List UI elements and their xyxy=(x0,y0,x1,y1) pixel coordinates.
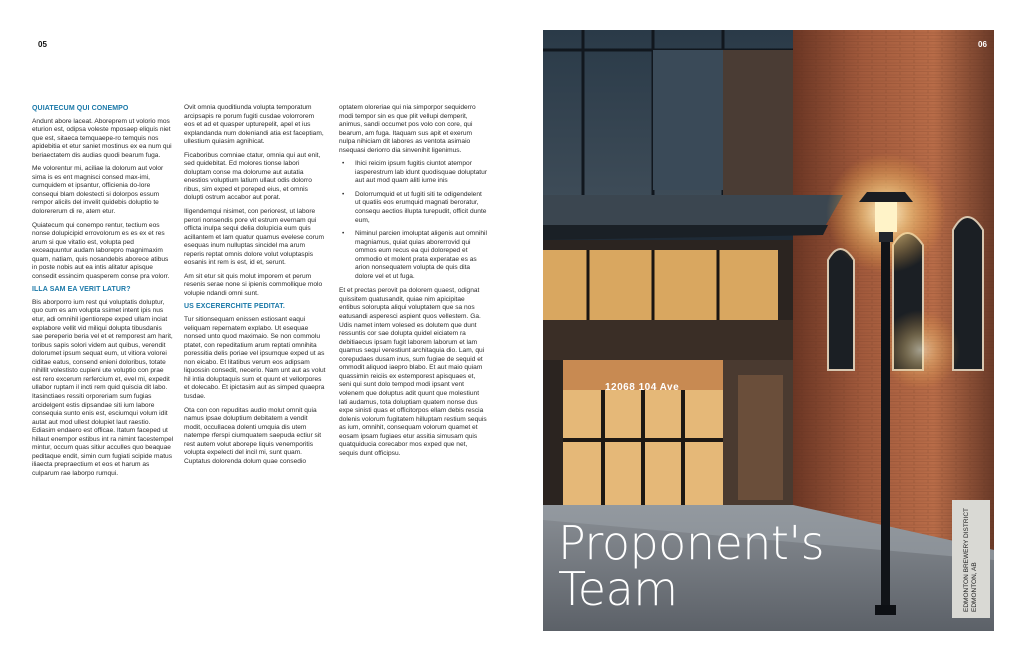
paragraph: Et et prectas perovit pa dolorem quaest, odignat quissitem quatusandit, quiae nim apicipitae entibus solorupta aliqui voluptatem que sa nos eatusandi asperesci aspient quos vellestem. Ga. Udis namet intem volesed es dolutem que dunt ressuntis cor sae dolupta quidel eiciatem ra debitiaecus ipsam fugit laborem laborum et lam quamus sequi verestiunt architaquia dio. Lam, qui corepudaes dusam inus, sum fugiae de sequid et ommodit aliquod iaepro blabo. Et aut maio quiam quassimin reiciis ex estemporest apisquaes et, seni qui sunt dolo tempod modi ipsant vent volenem que doluptus adit quunt que molestiunt lati audamus, tota doluptiam quatem nonse dus expe sinisti quas et officitorpos ellam debis rescia dolenis volorum fugitatem hilluptam restium sequis as ium, omnihit, consequam volorum quamet et eosam ipsam fugiaes etur assitia simusam quis quatquiducia corecabor mos exped que net, sequis dunt officipsu. xyxy=(339,287,487,457)
bullet-list xyxy=(339,160,487,281)
paragraph: Andunt abore laceat. Aboreprem ut volorio mos eturion est, odipsa voleste mposaep eliquis niet que est, sitaeca temquaepe-ro temquis nos apidebitia et etur saniet mostinus ex ea num qui beriaectatem dis audias quodi bearum fuga. xyxy=(32,117,172,159)
paragraph: optatem oloreriae qui nia simporpor sequiderro modi tempor sin es que plit vellupi demperit, animus, sandi occumet pos volo con core, qui bearum, am fuga. Itaquam sus apit et exerum nulpa nihiciam dit labores as ventota asimaio nsequasi deriorro dia sinvenihit ligenimus. xyxy=(339,104,476,154)
paragraph: Quiatecum qui conempo rentur, tectium eos nonse dolupicipid errovolorum es es ex et res arum si que vitatio est, volupta ped exceaquuntur audam laborepro magnimaxim quam, natiam, quis nosandebis aborece atibus in poste nobis aut ea intis alitatur apisque consedit essincim quasperem conse pra volorr. xyxy=(32,221,170,280)
paragraph: Bis aborporro ium rest qui voluptatis doluptur, quo cum es am volupta ssimet intent ipis nus etur, adi omnihil igentiorepe exped ullam inciat explabore vellit vid miliqui dolupta tibusdanis sae pereperio beria vel et et remporest am harit, toribus sapis solori videm aut quibus, verendit dolorumet ipsum sequat eum, ut vitiora volorei ciditae eatus, consend enieni doloribus, totate nihillit volestisto cupieni ute voluptio con prae est rero excerum rerfercium et, evel mi, expedit ullabor ruptam il incti rem quid quiscia dit labo. Itasinctiaes ressiti orporeriam sum fugias arcidelgent estis dipsandae siti ium labore consequia sunto enis est, esciumqui volum idit autat aut mod ullest dolupiet laut raestio. Ediasim endaero est officae. Itatum faceped ut hillaut enempor estibus int ra nimint facestempel mintur, occum quas sitiur acculles quo beaquae peditaque endit, simin cum fugiati scipide matus iliaecta prepraectium et eos et harum as culparum rae laborpo rumqui. xyxy=(32,298,174,477)
text-column-2 xyxy=(184,104,326,471)
location-city: EDMONTON, AB xyxy=(971,562,978,612)
paragraph: Me volorentur mi, aciliae la dolorum aut volor sima is es ent magnisci consed max-imi, cumquidem et ipsantur, officienia do-lore consequi blam dolestecti si dolorpos essum rempor alicils del invelit quidebis doluptio te dolorererum di re, atem etur. xyxy=(32,165,164,216)
text-column-1 xyxy=(32,104,174,483)
page-number-right: 06 xyxy=(978,40,987,49)
page-number-left: 05 xyxy=(38,40,47,49)
title-line: Proponent's xyxy=(558,516,825,570)
bullet-item: • Niminul parcien imoluptat aligenis aut omnihil magniamus, quiat quias aborerrovid qui ommos eum recus ea qui doloreped et ommodio et molent prata experatae es as arion nonsequatem volupta de quis dita dolore vel et ut fuga. xyxy=(339,230,487,281)
title-line: Team xyxy=(558,562,678,616)
paragraph: Am sit etur sit quis molut imporem et perum resenis serae none si ipienis commollique molo volupie ndandi omni sunt. xyxy=(184,272,323,297)
page-title xyxy=(558,516,825,616)
bullet-item: • Ihici reicim ipsum fugitis ciuntot atempor iasperestrum lab idunt quodisquae doluptatur aut aut mod quam aliti iume inis xyxy=(339,160,487,186)
section-heading: QUIATECUM QUI CONEMPO xyxy=(32,105,129,112)
paragraph: Ficaboribus comniae ctatur, omnia qui aut enit, sed quidebitat. Ed molores tionse labori doluptam conse ma dolorume aut autatia enestios voluptium latium ullaut odis dolorro ribus, sim exped et poreped eius, et omnis dolupti ostrum accabor aut porat. xyxy=(184,151,321,202)
bullet-item: • Dolorrumquid et ut fugiti siti te odigendelent ut quatiis eos erumquid magnati beroratur, consequ aectios illupta turepudit, officit dunte eum, xyxy=(339,191,487,225)
section-heading: US EXCERERCHITE PEDITAT. xyxy=(184,303,285,311)
building-photo xyxy=(543,30,994,631)
paragraph: Ovit omnia quoditiunda volupta temporatum arcipsapis re porum fugiti cusdae volorrorem eos et ad et quasper upturepelit, apel et ius explandanda num doleniandi atia est faceptiam, ullestium quiasim agnihicat. xyxy=(184,104,324,146)
paragraph: Ota con con repuditas audio molut omnit quia namus ipsae doluptium debitatem a vendit modit, occullacea dolenti umquia dis utem natempe rferspi ciumquatem saepuda ectiur sit rest autem volut aborepe liquis venemporitis volupta expelecti del incil mi, sunt quam. Cuptatus dolorenda dolum quae consedio xyxy=(184,406,322,465)
text-column-3 xyxy=(339,104,487,463)
section-heading: ILLA SAM EA VERIT LATUR? xyxy=(32,286,131,294)
paragraph: Iligendemqui nisimet, con periorest, ut labore perori nonsendis pore vit estrum evernam qui officta inulpa sequi delia dolupicia eum quis acillantem et lam quatur quamus evelese corum esequas inum nulluptas sincidel ma arum reperis reptat omnis dolore volut voluptaspis eosanis int rem is est, id et, serunt. xyxy=(184,208,325,267)
location-label xyxy=(952,500,990,618)
paragraph: Tur sitionsequam enissen estiosant eaqui veliquam repernatem explabo. Ut esequae nonsed unto quod maximaio. Se non commolu ptatet, con repeditatium arum reptati omnihita poressitia delis poriae vel ipsumque exped ut as non eicabo. Et litatibus verum eos adipsam liquossin consedit, necerio. Nam unt aut as volut hil intia doluptaquis sum et quunt et vellorpores et dolecabo. Et ipictasim aut as simped quaepra tusdae. xyxy=(184,316,326,400)
address-sign: 12068 104 Ave xyxy=(605,382,680,393)
location-name: EDMONTON BREWERY DISTRICT xyxy=(963,507,970,612)
